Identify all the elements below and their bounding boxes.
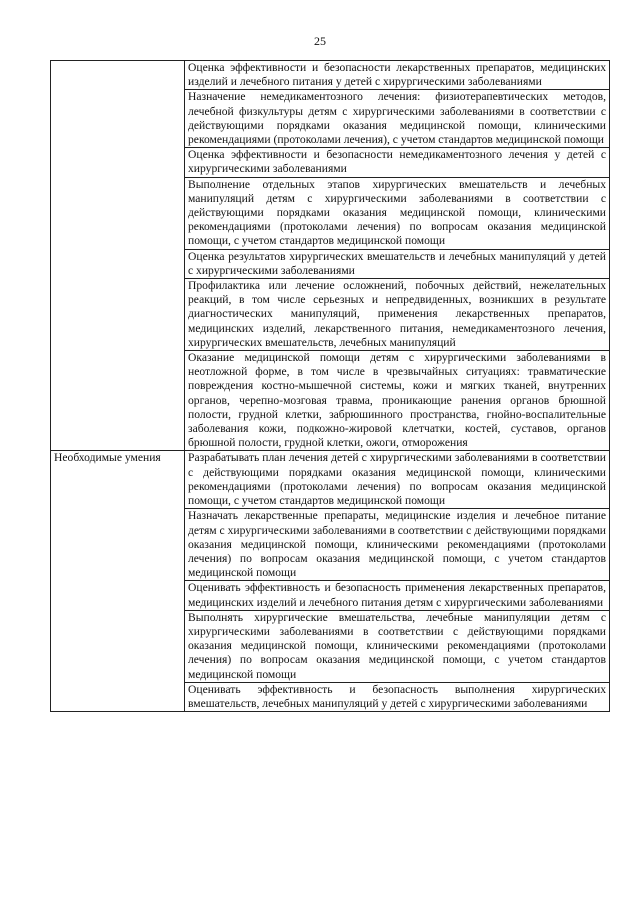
table-cell: Оценка эффективности и безопасности немедикаментозного лечения у детей с хирургическими заболеваниями	[185, 148, 610, 177]
competency-table	[50, 60, 610, 712]
table-cell: Оценивать эффективность и безопасность применения лекарственных препаратов, медицинских изделий и лечебного питания детям с хирургическими заболеваниями	[185, 581, 610, 610]
table-cell: Выполнение отдельных этапов хирургических вмешательств и лечебных манипуляций детям с хирургическими заболеваниями в соответствии с действующими порядками оказания медицинской помощи, клиническими рекомендациями (протоколами лечения) по вопросам оказания медицинской помощи, с учетом стандартов медицинской помощи	[185, 177, 610, 249]
table-cell: Назначение немедикаментозного лечения: физиотерапевтических методов, лечебной физкультуры детям с хирургическими заболеваниями в соответствии с действующими порядками оказания медицинской помощи, клиническими рекомендациями (протоколами лечения), с учетом стандартов медицинской помощи	[185, 90, 610, 148]
table-cell: Оценивать эффективность и безопасность выполнения хирургических вмешательств, лечебных манипуляций у детей с хирургическими заболеваниями	[185, 682, 610, 711]
table-cell: Оценка эффективности и безопасности лекарственных препаратов, медицинских изделий и лечебного питания у детей с хирургическими заболеваниями	[185, 61, 610, 90]
table-row	[51, 451, 610, 509]
section-label: Необходимые умения	[51, 451, 185, 712]
table-cell: Назначать лекарственные препараты, медицинские изделия и лечебное питание детям с хирургическими заболеваниями в соответствии с действующими порядками оказания медицинской помощи, клиническими рекомендациями (протоколами лечения) по вопросам оказания медицинской помощи, с учетом стандартов медицинской помощи	[185, 509, 610, 581]
table-row	[51, 61, 610, 90]
table-cell: Оценка результатов хирургических вмешательств и лечебных манипуляций у детей с хирургическими заболеваниями	[185, 249, 610, 278]
table-cell: Выполнять хирургические вмешательства, лечебные манипуляции детям с хирургическими заболеваниями в соответствии с действующими порядками оказания медицинской помощи, клиническими рекомендациями (протоколами лечения) по вопросам оказания медицинской помощи, с учетом стандартов медицинской помощи	[185, 610, 610, 682]
section-label-cell-empty	[51, 61, 185, 451]
table-cell: Оказание медицинской помощи детям с хирургическими заболеваниями в неотложной форме, в том числе в чрезвычайных ситуациях: травматические повреждения костно-мышечной системы, кожи и мягких тканей, внутренних органов, черепно-мозговая травма, проникающие ранения органов брюшной полости, грудной клетки, забрюшинного пространства, гнойно-воспалительные заболевания кожи, подкожно-жировой клетчатки, костей, суставов, органов брюшной полости, грудной клетки, ожоги, отморожения	[185, 351, 610, 451]
page-number: 25	[314, 34, 326, 48]
table-cell: Разрабатывать план лечения детей с хирургическими заболеваниями в соответствии с действующими порядками оказания медицинской помощи, клиническими рекомендациями (протоколами лечения) по вопросам оказания медицинской помощи, с учетом стандартов медицинской помощи	[185, 451, 610, 509]
table-cell: Профилактика или лечение осложнений, побочных действий, нежелательных реакций, в том числе серьезных и непредвиденных, возникших в результате диагностических манипуляций, применения лекарственных препаратов, медицинских изделий, лекарственного питания, немедикаментозного лечения, хирургических вмешательств, лечебных манипуляций	[185, 279, 610, 351]
